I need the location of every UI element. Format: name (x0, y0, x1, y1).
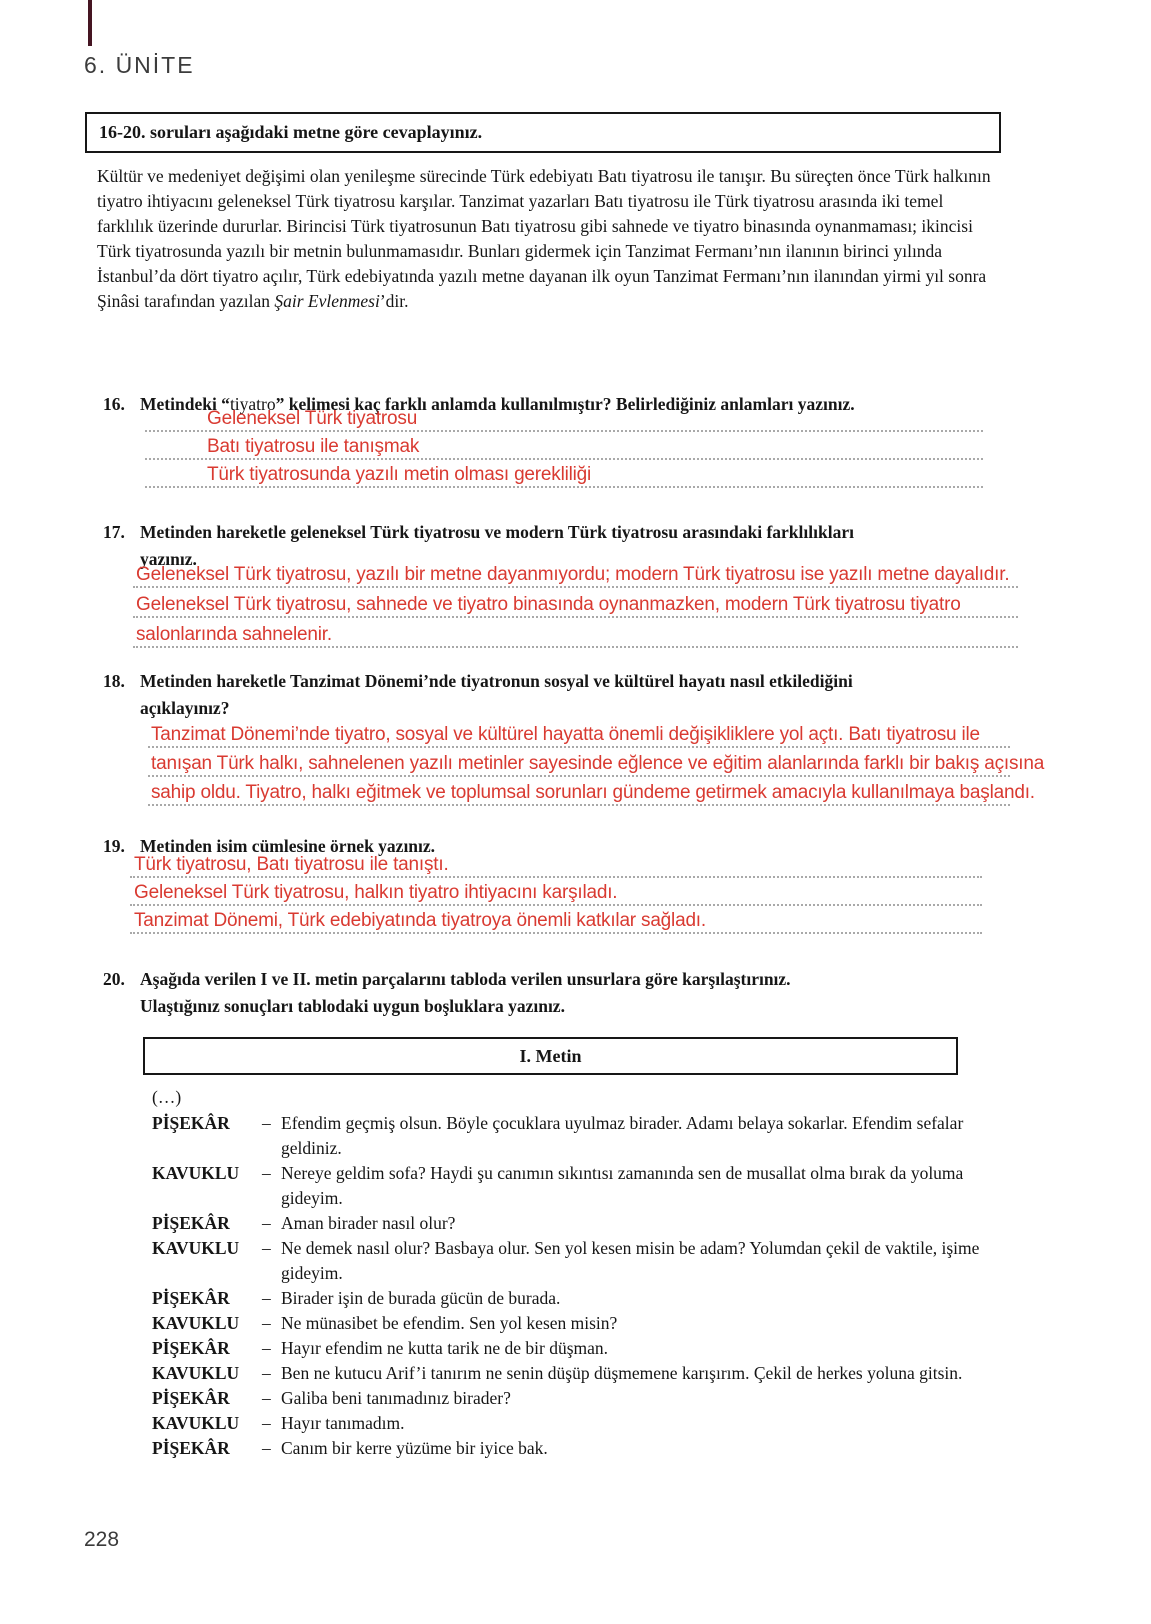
q20-line-2: Ulaştığınız sonuçları tablodaki uygun boşluklara yazınız. (140, 996, 565, 1016)
passage-text: Kültür ve medeniyet değişimi olan yenileşme sürecinde Türk edebiyatı Batı tiyatrosu ile tanışır. Bu süreçten önce Türk halkının tiyatro ihtiyacını geleneksel Türk tiyatrosu karşılar. Tanzimat yazarları Batı tiyatrosu ile Türk tiyatrosu arasında iki temel farklılık üzerinde dururlar. Birincisi Türk tiyatrosunun Batı tiyatrosu gibi sahnede ve tiyatro binasında oynanmaması; ikincisi Türk tiyatrosunda yazılı bir metnin bulunmamasıdır. Bunları gidermek için Tanzimat Fermanı’nın ilanının birinci yılında İstanbul’da dört tiyatro açılır, Türk edebiyatında yazılı metne dayanan ilk oyun Tanzimat Fermanı’nın ilanından yirmi yıl sonra Şinâsi tarafından yazılan (97, 166, 991, 311)
dialogue-text: Nereye geldim sofa? Haydi şu canımın sıkıntısı zamanında sen de musallat olma bırak da yoluma gideyim. (281, 1163, 964, 1208)
dialogue-text: Ben ne kutucu Arif’i tanırım ne senin düşüp düşmemene karışırım. Çekil de herkes yoluna gitsin. (281, 1363, 963, 1383)
dialogue-dash: – (262, 1363, 271, 1383)
answer-line (148, 748, 1045, 777)
speaker-name: PİŞEKÂR (152, 1213, 230, 1233)
q16-text-after: ” kelimesi kaç farklı anlamda kullanılmıştır? Belirlediğiniz anlamları yazınız. (275, 394, 855, 414)
dialogue-row (152, 1286, 997, 1311)
dialogue-text: Ne demek nasıl olur? Basbaya olur. Sen yol kesen misin be adam? Yolumdan çekil de vaktile, işime gideyim. (281, 1238, 980, 1283)
speaker-name: PİŞEKÂR (152, 1438, 230, 1458)
dialogue-text: Canım bir kerre yüzüme bir iyice bak. (281, 1438, 548, 1458)
dialogue-dash: – (262, 1113, 271, 1133)
accent-bar (88, 0, 92, 46)
speaker-name: KAVUKLU (152, 1363, 240, 1383)
answer-text: Türk tiyatrosunda yazılı metin olması gerekliliği (207, 464, 592, 486)
question-18-text (140, 668, 1020, 722)
dialogue-row (152, 1236, 997, 1286)
dialogue-row (152, 1411, 997, 1436)
dialogue-row (152, 1161, 997, 1211)
dialogue-dash: – (262, 1413, 271, 1433)
answer-text: salonlarında sahnelenir. (136, 624, 332, 646)
dialogue-dash: – (262, 1388, 271, 1408)
question-18-number: 18. (103, 671, 125, 691)
page-number: 228 (84, 1528, 120, 1551)
answer-line (145, 432, 983, 460)
question-16-answers (145, 404, 983, 488)
dialogue-dash: – (262, 1288, 271, 1308)
question-20-number: 20. (103, 969, 125, 989)
dialogue-text: Aman birader nasıl olur? (281, 1213, 456, 1233)
speaker-name: PİŞEKÂR (152, 1388, 230, 1408)
instruction-text: 16-20. soruları aşağıdaki metne göre cevaplayınız. (99, 122, 483, 142)
speaker-name: KAVUKLU (152, 1413, 240, 1433)
q20-line-1: Aşağıda verilen I ve II. metin parçalarını tabloda verilen unsurlara göre karşılaştırınız. (140, 969, 791, 989)
answer-line (133, 588, 1018, 618)
answer-line (133, 618, 1018, 648)
q16-text-before: Metindeki “ (140, 394, 230, 414)
dialogue-dash: – (262, 1213, 271, 1233)
passage-suffix: ’dir. (379, 291, 409, 311)
question-18 (103, 668, 1020, 722)
dialogue-row (152, 1111, 997, 1161)
question-20 (103, 966, 1020, 1020)
q17-line-2: yazınız. (140, 549, 197, 569)
dialogue-dash: – (262, 1438, 271, 1458)
dialogue-text: Galiba beni tanımadınız birader? (281, 1388, 511, 1408)
dialogue-dash: – (262, 1313, 271, 1333)
dialogue-row (152, 1361, 997, 1386)
dialogue-dash: – (262, 1338, 271, 1358)
dialogue-row (152, 1311, 997, 1336)
dialogue-text: Ne münasibet be efendim. Sen yol kesen misin? (281, 1313, 618, 1333)
answer-line (148, 777, 1035, 806)
dialogue-text: Birader işin de burada gücün de burada. (281, 1288, 561, 1308)
dialogue-row (152, 1386, 997, 1411)
q18-line-2: açıklayınız? (140, 698, 230, 718)
q17-line-1: Metinden hareketle geleneksel Türk tiyatrosu ve modern Türk tiyatrosu arasındaki farklılıkları (140, 522, 854, 542)
dialogue-text: Efendim geçmiş olsun. Böyle çocuklara uyulmaz birader. Adamı belaya sokarlar. Efendim sefalar geldiniz. (281, 1113, 964, 1158)
speaker-name: KAVUKLU (152, 1238, 240, 1258)
answer-text: tanışan Türk halkı, sahnelenen yazılı metinler sayesinde eğlence ve eğitim alanlarında farklı bir bakış açısına (151, 753, 1045, 775)
answer-line (133, 558, 1018, 588)
metin-box-header: I. Metin (143, 1037, 958, 1075)
passage (97, 164, 994, 314)
answer-line (130, 850, 982, 878)
question-17-answers (133, 558, 1018, 648)
dialogue-row (152, 1211, 997, 1236)
answer-line (130, 906, 982, 934)
dialogue-row (152, 1436, 997, 1461)
ellipsis: (…) (152, 1087, 182, 1107)
dialogue-dash: – (262, 1163, 271, 1183)
dialogue-text: Hayır efendim ne kutta tarik ne de bir düşman. (281, 1338, 609, 1358)
metin-dialogue (152, 1085, 997, 1461)
answer-text: Türk tiyatrosu, Batı tiyatrosu ile tanıştı. (134, 854, 449, 876)
answer-text: Tanzimat Dönemi, Türk edebiyatında tiyatroya önemli katkılar sağladı. (134, 910, 706, 932)
question-19-text: Metinden isim cümlesine örnek yazınız. (140, 836, 436, 856)
answer-text: Batı tiyatrosu ile tanışmak (207, 436, 420, 458)
instruction-box (85, 112, 1001, 153)
question-18-answers (148, 719, 1045, 806)
question-19-number: 19. (103, 836, 125, 856)
speaker-name: KAVUKLU (152, 1313, 240, 1333)
dialogue-row (152, 1336, 997, 1361)
dialogue-text: Hayır tanımadım. (281, 1413, 405, 1433)
speaker-name: PİŞEKÂR (152, 1288, 230, 1308)
question-19-answers (130, 850, 982, 934)
speaker-name: PİŞEKÂR (152, 1338, 230, 1358)
answer-text: Geleneksel Türk tiyatrosu, sahnede ve tiyatro binasında oynanmazken, modern Türk tiyatrosu tiyatro (136, 594, 961, 616)
speaker-name: PİŞEKÂR (152, 1113, 230, 1133)
answer-text: Geleneksel Türk tiyatrosu, yazılı bir metne dayanmıyordu; modern Türk tiyatrosu ise yazılı metne dayalıdır. (136, 564, 1010, 586)
speaker-name: KAVUKLU (152, 1163, 240, 1183)
dialogue-dash: – (262, 1238, 271, 1258)
unit-label: 6. ÜNİTE (84, 52, 195, 78)
question-20-text (140, 966, 1020, 1020)
q18-line-1: Metinden hareketle Tanzimat Dönemi’nde tiyatronun sosyal ve kültürel hayatı nasıl etkilediğini (140, 671, 853, 691)
question-16-number: 16. (103, 394, 125, 414)
question-17-number: 17. (103, 522, 125, 542)
answer-line (130, 878, 982, 906)
answer-text: Geleneksel Türk tiyatrosu, halkın tiyatro ihtiyacını karşıladı. (134, 882, 618, 904)
answer-text: sahip oldu. Tiyatro, halkı eğitmek ve toplumsal sorunları gündeme getirmek amacıyla kullanılmaya başlandı. (151, 782, 1035, 804)
answer-line (145, 404, 983, 432)
answer-text: Tanzimat Dönemi’nde tiyatro, sosyal ve kültürel hayatta önemli değişikliklere yol açtı. Batı tiyatrosu ile (151, 724, 980, 746)
answer-line (148, 719, 1010, 748)
passage-italic-title: Şair Evlenmesi (274, 291, 380, 311)
q16-quoted-word: tiyatro (229, 394, 276, 414)
answer-line (145, 460, 983, 488)
answer-text: Geleneksel Türk tiyatrosu (207, 408, 418, 430)
